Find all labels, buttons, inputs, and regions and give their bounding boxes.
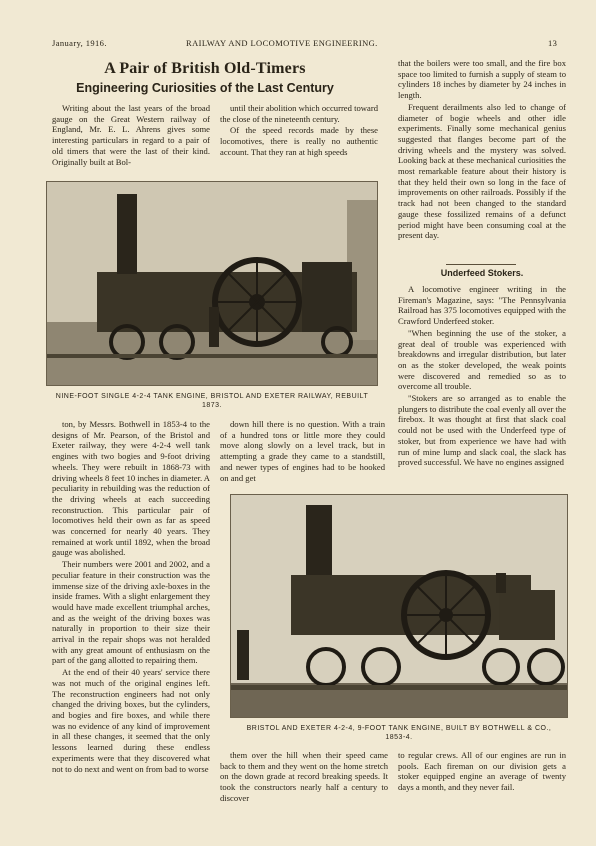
col2-mid-text [220,419,385,483]
col3-section2-text [398,284,566,468]
locomotive-illustration-2 [231,495,567,717]
locomotive-illustration-1 [47,182,377,385]
col3-bottom-text [398,750,566,793]
paragraph: to regular crews. All of our engines are run in pools. Each fireman on our division gets a stoker equipped engine an average of twenty days a month, and they never fail. [398,750,566,793]
locomotive-photo-2 [230,494,568,718]
paragraph: "Stokers are so arranged as to enable the plungers to distribute the coal evenly all over the firebox. It was thought at first that slack coal could not be used with the Underfeed type of stoker, but from experience we have had with run of mine lump and slack coal, the slack has proved successful. We have no engines assigned [398,393,567,468]
locomotive-photo-1 [46,181,378,386]
header-date: January, 1916. [52,38,107,48]
photo-1-caption: NINE-FOOT SINGLE 4-2-4 TANK ENGINE, BRISTOL AND EXETER RAILWAY, REBUILT 1873. [55,393,369,409]
section-title-underfeed-stokers: Underfeed Stokers. [440,268,524,278]
paragraph: "When beginning the use of the stoker, a great deal of trouble was experienced with breakdowns and irregular distribution, but later on as the stoker developed, the weak points were discovered and remedied so as to overcome all trouble. [398,327,566,392]
photo-2-caption: BRISTOL AND EXETER 4-2-4, 9-FOOT TANK ENGINE, BUILT BY BOTHWELL & CO., 1853-4. [246,725,552,741]
paragraph: At the end of their 40 years' service there was not much of the original engines left. The reconstruction engineers had not only changed the driving boxes, but the cylinders, and bogies and fire boxes, and while there was no evidence of any kind of improvement in all these changes, it seemed that the only lessons learned during these endless experiments were that they discovered what not to do next and went on from bad to worse [52,667,210,774]
paragraph: that the boilers were too small, and the fire box space too limited to furnish a supply of steam to cylinders 18 inches by diameter by 24 inches in length. [398,58,566,101]
paragraph: down hill there is no question. With a train of a hundred tons or little more they could move along slowly on a level track, but in attempting a grade they came to a standstill, and newer types of engines had to be hooked on and get [220,419,385,483]
paragraph: them over the hill when their speed came back to them and they went on the home stretch on the down grade at record breaking speeds. It took the constructors nearly half a century to discover [220,750,388,803]
article-subtitle: Engineering Curiosities of the Last Century [76,81,334,95]
paragraph: Their numbers were 2001 and 2002, and a peculiar feature in their construction was the immense size of the driving axle-boxes in the inside frames. With a slight enlargement they would have made excellent triumphal arches, and as the weight of the driving boxes was naturally in proportion to their size their arrival in the repair shops was not heralded with any great amount of enthusiasm on the part of the gang allotted to repairing them. [52,559,210,666]
article-title: A Pair of British Old-Timers [104,60,306,77]
col3-top-text [398,58,566,241]
paragraph: until their abolition which occurred toward the close of the nineteenth century. [220,103,378,124]
paragraph: ton, by Messrs. Bothwell in 1853-4 to the designs of Mr. Pearson, of the Bristol and Exeter railway, they were 4-2-4 well tank engines with two bogies and 9-foot driving wheels. They were rebuilt in 1868-73 with driving wheels 8 feet 10 inches in diameter. A peculiarity in rebuilding was the reduction of the driving wheels at each succeeding reconstruction. This particular pair of locomotives held their own as far as speed was concerned for nearly 40 years. They remained at work until 1892, when the broad gauge was abolished. [52,419,210,558]
paragraph: Frequent derailments also led to change of diameter of bogie wheels and other idle experiments. Finally some mechanical genius suggested that flanges become part of the driving wheels and the mystery was solved. Looking back at these mechanical curiosities the most remarkable feature about their history is that they held their own so long in the face of improvements on other railroads. Possibly if the track had not been changed to the standard gauge these fossilized remains of a defunct period might have been consuming coal at the present day. [398,101,566,241]
col2-bottom-text [220,750,388,804]
paragraph: Writing about the last years of the broad gauge on the Great Western railway of England, Mr. E. L. Ahrens gives some interesting particulars in regard to a pair of old timers that were the last of their kind. Originally built at Bol- [52,103,210,167]
header-journal: RAILWAY AND LOCOMOTIVE ENGINEERING. [186,38,378,48]
col1-top-text [52,103,210,167]
header-page-number: 13 [548,38,558,48]
paragraph: A locomotive engineer writing in the Fireman's Magazine, says: "The Pennsylvania Railroad has 375 locomotives equipped with the Crawford Underfeed stoker. [398,284,566,327]
paragraph: Of the speed records made by these locomotives, there is really no authentic account. That they ran at high speeds [220,125,378,157]
section-divider [446,264,516,265]
col2-top-text [220,103,378,158]
col1-bottom-text [52,419,210,774]
